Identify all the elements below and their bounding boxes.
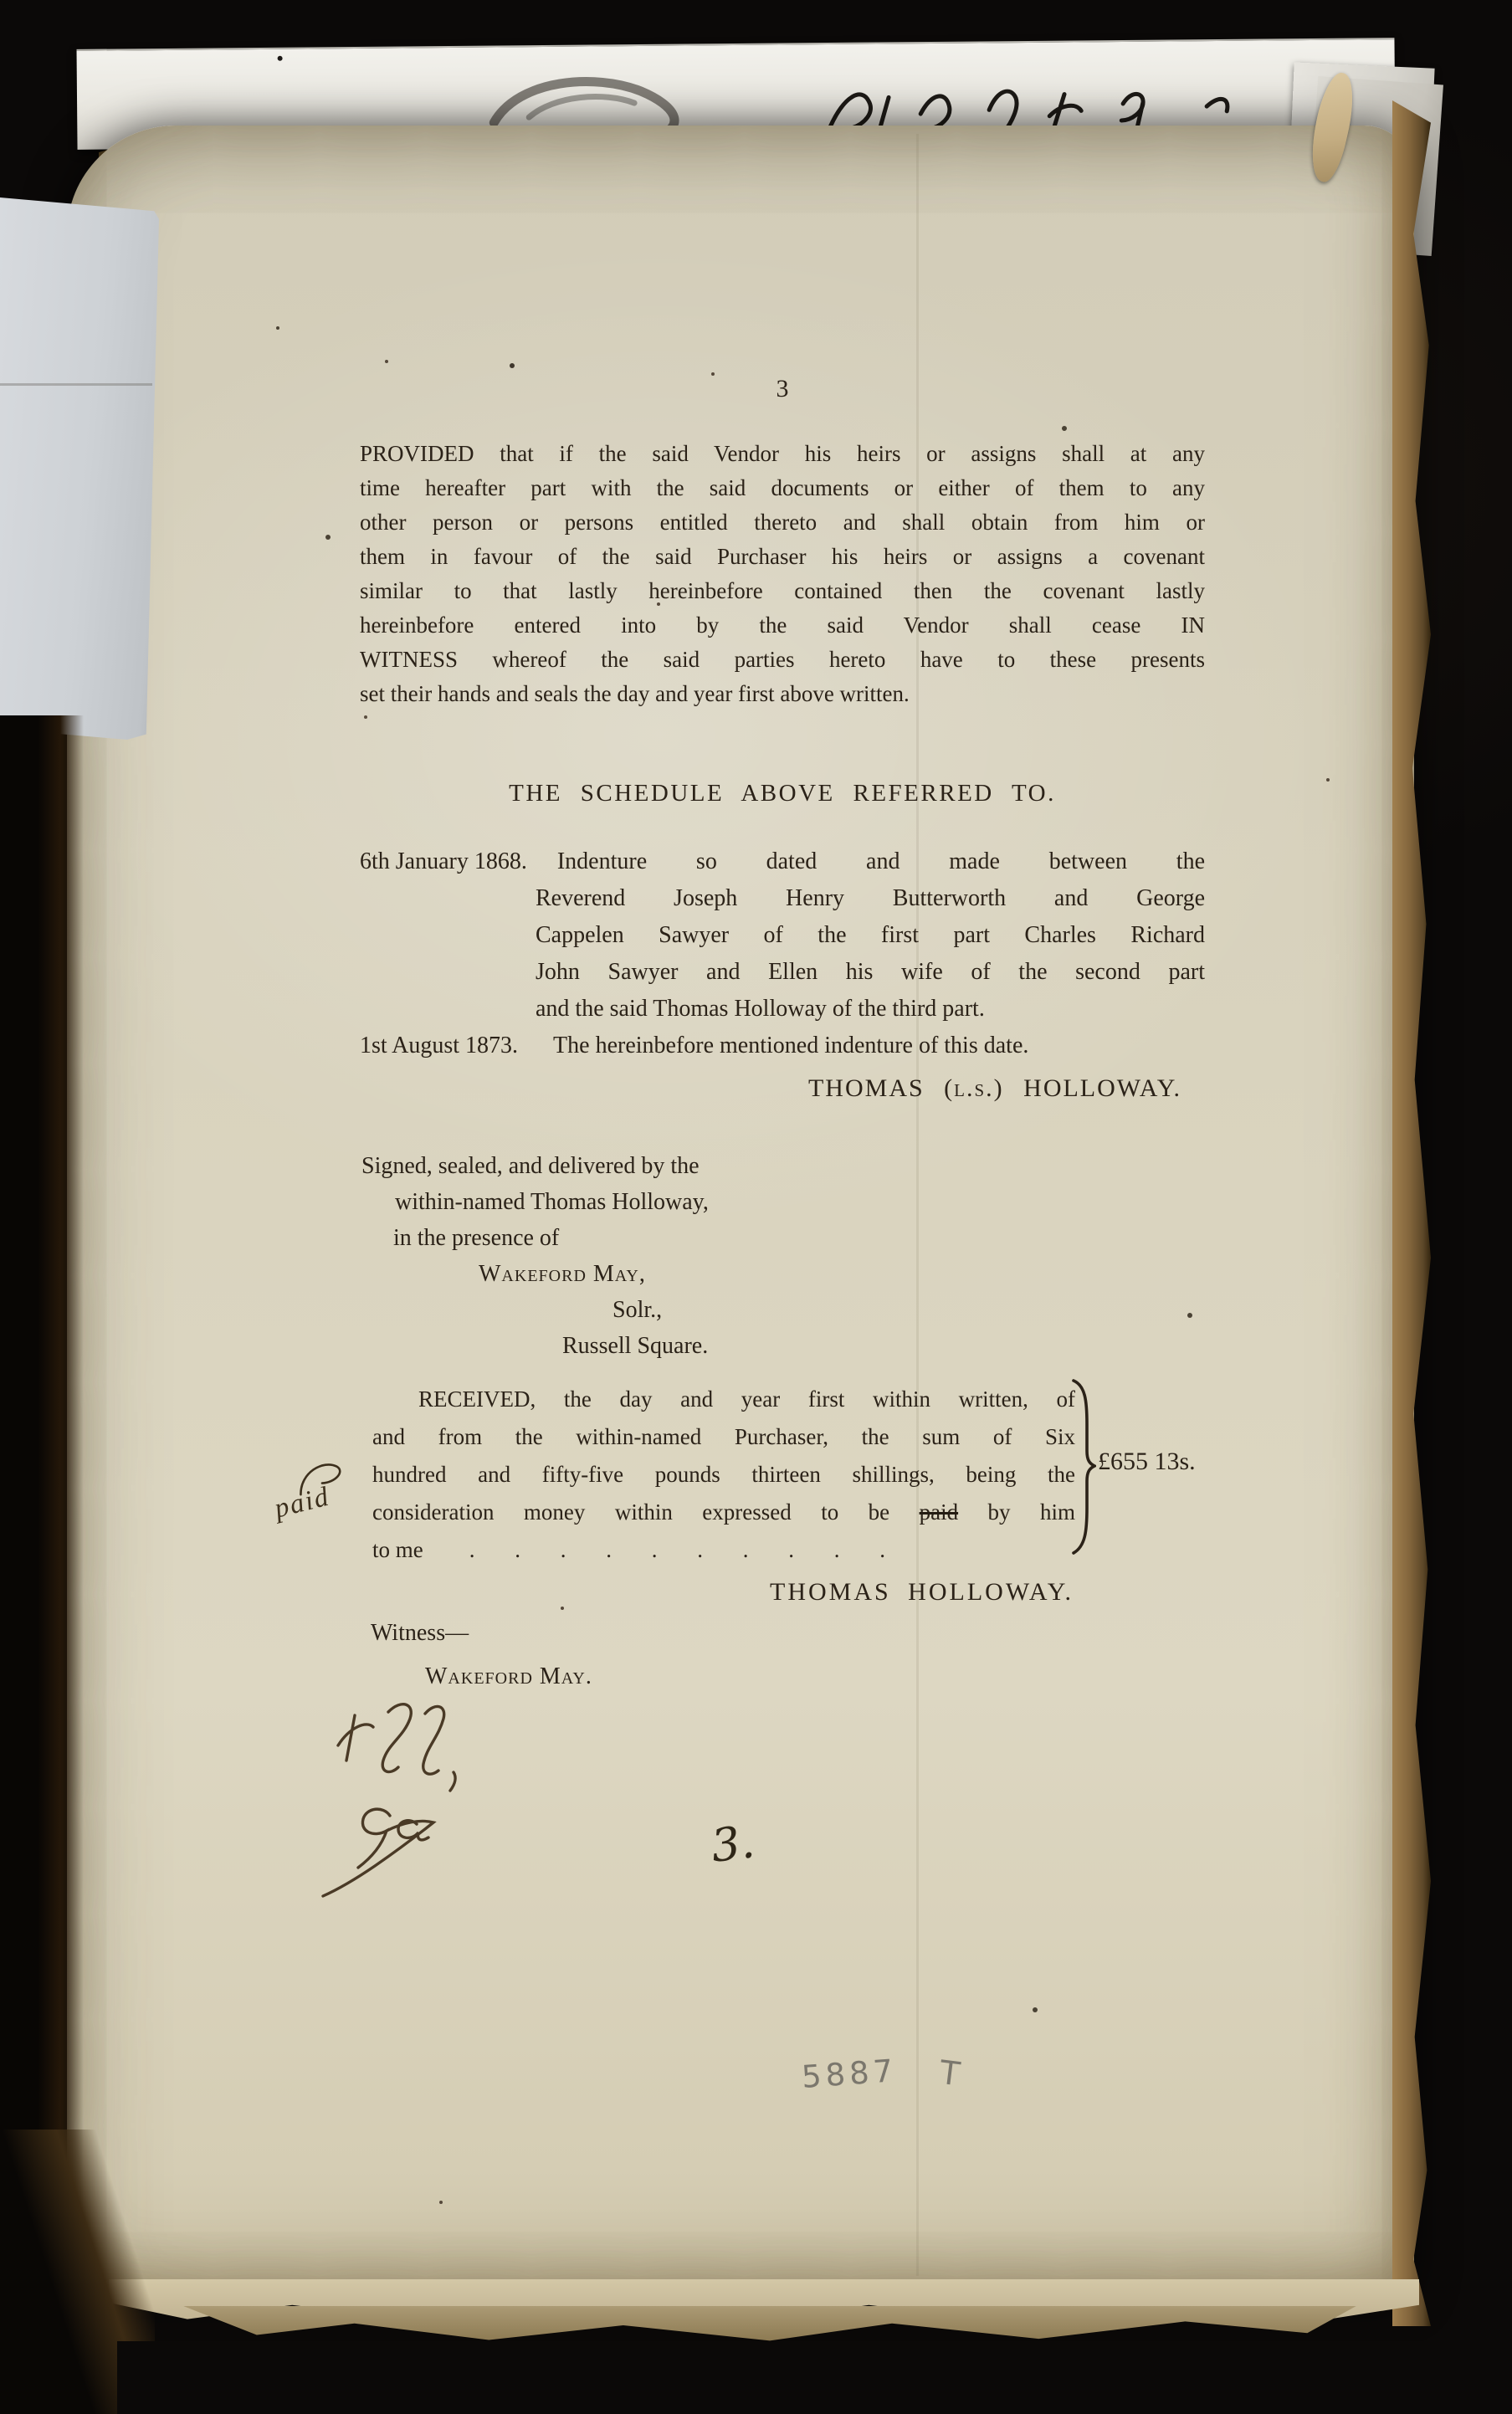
receipt-line-segment: to me — [372, 1537, 423, 1562]
witness-label: Witness— — [371, 1620, 469, 1646]
receipt-amount: £655 13s. — [1098, 1448, 1196, 1475]
paper-fold-crease — [0, 383, 152, 386]
receipt-line-segment: by him — [987, 1499, 1075, 1525]
pencil-annotation — [802, 2055, 960, 2093]
pencil-number: 5887 — [800, 2053, 899, 2095]
witness-signature: Wakeford May. — [425, 1663, 592, 1689]
torn-page-edge-bottom-under — [159, 2306, 1381, 2345]
receipt-line: and from the within-named Purchaser, the sum of Six — [372, 1424, 1075, 1449]
paragraph-line: PROVIDED that if the said Vendor his heirs or assigns shall at any — [360, 441, 1205, 466]
schedule-date: 1st August 1873. — [360, 1033, 519, 1058]
struck-word-paid: paid — [919, 1499, 959, 1525]
schedule-entry-text: Indenture so dated and made between the — [556, 848, 1205, 874]
attestation-line: Signed, sealed, and delivered by the — [361, 1153, 700, 1179]
schedule-heading: THE SCHEDULE ABOVE REFERRED TO. — [509, 780, 1056, 807]
paragraph-line: them in favour of the said Purchaser his heirs or assigns a covenant — [360, 544, 1205, 569]
paragraph-line: set their hands and seals the day and year first above written. — [360, 681, 910, 706]
paragraph-line: similar to that lastly hereinbefore contained then the covenant lastly — [360, 578, 1205, 603]
schedule-line: and the said Thomas Holloway of the third part. — [536, 996, 985, 1022]
paragraph-line: WITNESS whereof the said parties hereto have to these presents — [360, 647, 1205, 672]
schedule-entry-1868 — [360, 843, 1205, 1028]
schedule-entry-first-line — [360, 843, 1205, 880]
torn-page-edge-right — [1392, 100, 1431, 2326]
handwritten-insertion-paid — [272, 1481, 334, 1525]
pencil-letter: T — [937, 2053, 962, 2094]
attestation-witness-address: Russell Square. — [562, 1333, 709, 1359]
background-below-page — [117, 2341, 1422, 2414]
attestation-witness-title: Solr., — [612, 1297, 663, 1323]
schedule-date: 6th January 1868. — [360, 848, 527, 874]
receipt-line — [372, 1531, 1075, 1569]
paragraph-line: other person or persons entitled thereto and shall obtain from him or — [360, 510, 1205, 535]
schedule-line: John Sawyer and Ellen his wife of the second part — [536, 959, 1205, 985]
schedule-entry-1873 — [360, 1033, 1205, 1059]
receipt-line-segment: consideration money within expressed to be — [372, 1499, 890, 1525]
receipt-line: RECEIVED, the day and year first within written, of — [418, 1386, 1075, 1412]
signature-thomas-holloway-seal: THOMAS (l.s.) HOLLOWAY. — [807, 1074, 1181, 1102]
receipt-line: hundred and fifty-five pounds thirteen shillings, being the — [372, 1462, 1075, 1487]
dotted-leader: . . . . . . . . . . — [469, 1537, 887, 1562]
ink-speckles — [278, 56, 283, 61]
handwritten-page-number: 3. — [708, 1815, 758, 1873]
provided-paragraph — [360, 437, 1205, 711]
receipt-line — [372, 1494, 1075, 1531]
page-number: 3 — [776, 375, 789, 402]
attestation-line: within-named Thomas Holloway, — [395, 1189, 709, 1215]
receipt-clause — [372, 1381, 1075, 1569]
schedule-entry-text: The hereinbefore mentioned indenture of this date. — [553, 1033, 1029, 1058]
receipt-brace — [1069, 1377, 1096, 1556]
schedule-line: Cappelen Sawyer of the first part Charles Richard — [536, 922, 1205, 948]
attestation-clause — [361, 1148, 947, 1364]
folded-paper-left — [0, 197, 159, 740]
attestation-line: in the presence of — [393, 1225, 560, 1251]
handwritten-word: paid — [271, 1481, 333, 1525]
paper-speckles — [276, 326, 279, 330]
schedule-line: Reverend Joseph Henry Butterworth and George — [536, 885, 1205, 911]
paragraph-line: time hereafter part with the said documents or either of them to any — [360, 475, 1205, 500]
document-page — [67, 126, 1414, 2301]
signature-thomas-holloway: THOMAS HOLLOWAY. — [770, 1578, 1074, 1606]
attestation-witness-name: Wakeford May, — [479, 1261, 646, 1287]
paragraph-line: hereinbefore entered into by the said Vendor shall cease IN — [360, 612, 1205, 638]
schedule-entry-continuation — [536, 880, 1205, 1028]
handwritten-initials — [316, 1689, 509, 1898]
